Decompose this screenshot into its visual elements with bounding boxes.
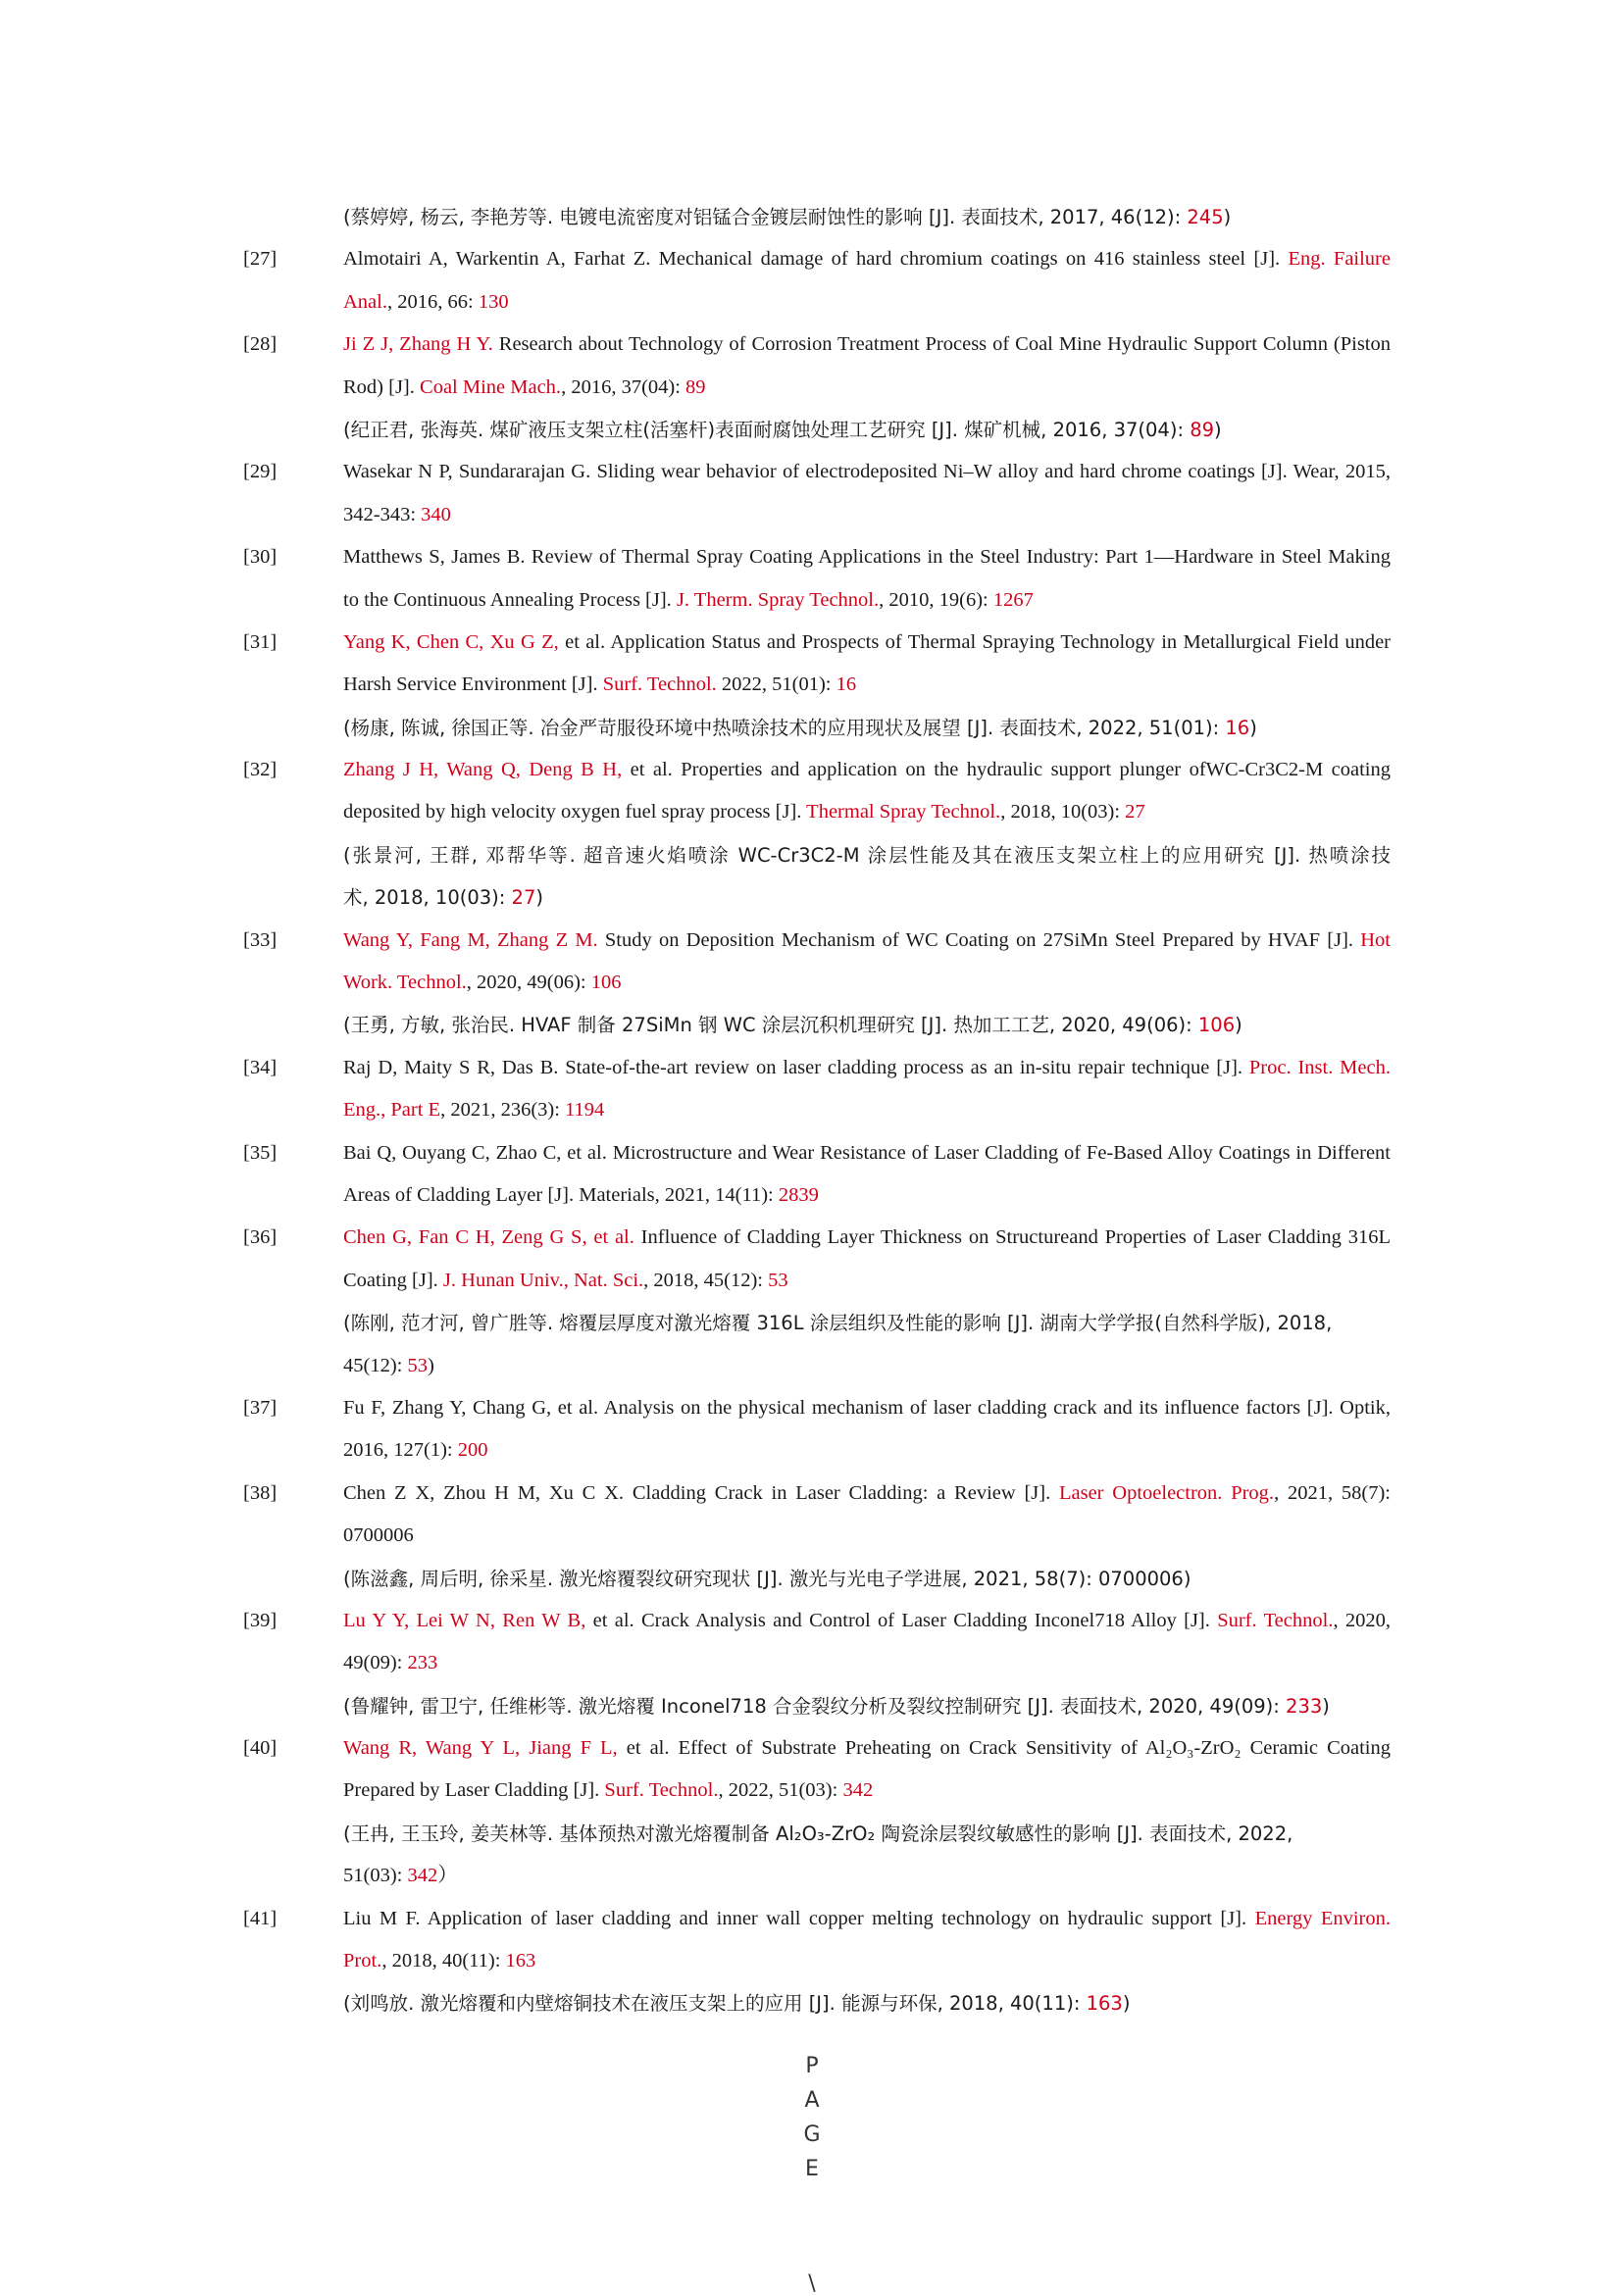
reference-segment: 342-343:	[343, 503, 422, 525]
reference-link-text: 2839	[778, 1183, 819, 1206]
reference-entry	[243, 196, 1391, 238]
reference-link-text: 200	[457, 1439, 488, 1462]
reference-segment: Matthews S, James B. Review of Thermal Spray Coating Applications in the Steel Industry: Part 1—Hardware in Steel Making	[343, 546, 1391, 569]
reference-link-text: 342	[842, 1779, 874, 1802]
reference-segment: , 2018, 45(12):	[643, 1269, 769, 1291]
reference-text	[343, 579, 1391, 622]
reference-text	[343, 1770, 1391, 1812]
reference-segment: ）	[437, 1865, 458, 1887]
reference-segment: )	[1235, 1014, 1242, 1037]
reference-text	[343, 451, 1391, 493]
reference-text	[343, 1260, 1391, 1302]
reference-text	[343, 1047, 1391, 1089]
reference-text	[343, 196, 1391, 238]
reference-entry	[243, 1387, 1391, 1472]
reference-segment: et al. Crack Analysis and Control of Laser Cladding Inconel718 Alloy [J].	[585, 1609, 1218, 1631]
reference-link-text: 53	[407, 1354, 428, 1376]
reference-line	[243, 1727, 1391, 1770]
reference-link-text: Wang Y, Fang M, Zhang Z M.	[343, 928, 598, 951]
reference-text	[343, 920, 1391, 962]
reference-segment: to the Continuous Annealing Process [J].	[343, 588, 677, 611]
reference-segment: (纪正君, 张海英. 煤矿液压支架立柱(活塞杆)表面耐腐蚀处理工艺研究 [J]. 煤矿机械, 2016, 37(04):	[343, 418, 1191, 441]
reference-segment: Influence of Cladding Layer Thickness on Structureand Properties of Laser Cladding 316L	[634, 1226, 1391, 1249]
reference-text	[343, 324, 1391, 366]
reference-entry	[243, 749, 1391, 920]
reference-link-text: 53	[768, 1269, 788, 1291]
reference-segment: Almotairi A, Warkentin A, Farhat Z. Mechanical damage of hard chromium coatings on 416 stainless steel [J].	[343, 248, 1289, 271]
reference-link-text: Laser Optoelectron. Prog.	[1058, 1481, 1275, 1504]
reference-link-text: Thermal Spray Technol.	[806, 801, 1001, 824]
reference-line	[243, 1174, 1391, 1217]
reference-text	[343, 1429, 1391, 1472]
reference-link-text: Anal.	[343, 290, 387, 313]
reference-segment: Liu M F. Application of laser cladding and inner wall copper melting technology on hydraulic support [J].	[343, 1907, 1255, 1929]
reference-link-text: Yang K, Chen C, Xu G Z,	[343, 630, 559, 653]
reference-line	[243, 1429, 1391, 1472]
reference-segment: )	[427, 1354, 434, 1376]
reference-segment: , 2010, 19(6):	[879, 588, 993, 611]
reference-line	[243, 962, 1391, 1004]
reference-text	[343, 1982, 1391, 2024]
reference-text	[343, 1472, 1391, 1515]
reference-link-text: 16	[836, 674, 857, 696]
reference-text	[343, 962, 1391, 1004]
reference-line	[243, 1898, 1391, 1940]
reference-segment: Fu F, Zhang Y, Chang G, et al. Analysis on the physical mechanism of laser cladding crack and its influence factors [J]. Optik,	[343, 1396, 1391, 1419]
reference-text	[343, 1855, 1391, 1897]
page-field-letter: G	[803, 2122, 821, 2147]
reference-entry	[243, 324, 1391, 451]
reference-text	[343, 622, 1391, 664]
reference-line	[243, 1472, 1391, 1515]
reference-text	[343, 749, 1391, 791]
reference-segment: (杨康, 陈诚, 徐国正等. 冶金严苛服役环境中热喷涂技术的应用现状及展望 [J]. 表面技术, 2022, 51(01):	[343, 716, 1226, 739]
reference-segment: Bai Q, Ouyang C, Zhao C, et al. Microstructure and Wear Resistance of Laser Cladding of Fe-Based Alloy Coatings in Different	[343, 1141, 1391, 1164]
reference-line	[243, 1982, 1391, 2024]
reference-line	[243, 1855, 1391, 1897]
reference-segment: (陈滋鑫, 周后明, 徐采星. 激光熔覆裂纹研究现状 [J]. 激光与光电子学进展, 2021, 58(7): 0700006)	[343, 1567, 1191, 1590]
reference-segment: Rod) [J].	[343, 375, 421, 398]
reference-segment: 2022, 51(01):	[716, 674, 836, 696]
reference-segment: )	[1214, 418, 1222, 441]
reference-link-text: Proc. Inst. Mech.	[1248, 1056, 1391, 1078]
reference-segment: Raj D, Maity S R, Das B. State-of-the-art review on laser cladding process as an in-situ repair technique [J].	[343, 1056, 1249, 1078]
reference-link-text: Chen G, Fan C H, Zeng G S, et al.	[343, 1226, 634, 1249]
reference-line	[243, 409, 1391, 451]
reference-segment: (蔡婷婷, 杨云, 李艳芳等. 电镀电流密度对铝锰合金镀层耐蚀性的影响 [J]. 表面技术, 2017, 46(12):	[343, 206, 1188, 228]
reference-number: [41]	[243, 1907, 278, 1929]
reference-link-text: 27	[1125, 801, 1145, 824]
reference-link-text: 1267	[992, 588, 1034, 611]
reference-line	[243, 749, 1391, 791]
reference-line	[243, 622, 1391, 664]
reference-segment: Wasekar N P, Sundararajan G. Sliding wear behavior of electrodeposited Ni–W alloy and hard chrome coatings [J]. Wear, 2015,	[343, 461, 1391, 483]
reference-segment: )	[1249, 716, 1257, 739]
reference-entry	[243, 1727, 1391, 1898]
reference-segment: )	[1322, 1694, 1330, 1718]
reference-number: [35]	[243, 1141, 278, 1164]
reference-segment: 术, 2018, 10(03):	[343, 886, 512, 910]
reference-text	[343, 1727, 1391, 1770]
reference-text	[343, 1174, 1391, 1217]
reference-segment: )	[1122, 1992, 1131, 2016]
reference-number: [39]	[243, 1609, 278, 1631]
reference-text	[343, 791, 1391, 833]
reference-segment: 2016, 127(1):	[343, 1439, 458, 1462]
reference-number: [38]	[243, 1481, 278, 1504]
reference-segment: 49(09):	[343, 1652, 408, 1674]
reference-segment: , 2020, 49(06):	[466, 972, 591, 994]
reference-text	[343, 494, 1391, 536]
reference-number: [29]	[243, 461, 278, 483]
reference-list	[243, 196, 1391, 2025]
reference-text	[343, 1345, 1391, 1387]
page-field-tail: \	[808, 2271, 816, 2296]
reference-text	[343, 281, 1391, 324]
reference-line	[243, 920, 1391, 962]
reference-segment: (鲁耀钟, 雷卫宁, 任维彬等. 激光熔覆 Inconel718 合金裂纹分析及裂纹控制研究 [J]. 表面技术, 2020, 49(09):	[343, 1694, 1287, 1718]
reference-link-text: 163	[505, 1950, 536, 1972]
reference-segment: , 2016, 37(04):	[561, 375, 686, 398]
page-field-letter: E	[805, 2157, 819, 2181]
page-field-letter: A	[804, 2088, 820, 2113]
reference-line	[243, 707, 1391, 749]
reference-text	[343, 664, 1391, 706]
reference-entry	[243, 238, 1391, 324]
reference-line	[243, 196, 1391, 238]
reference-text	[343, 409, 1391, 451]
reference-segment: , 2021, 58(7):	[1274, 1481, 1391, 1504]
reference-text	[343, 367, 1391, 409]
reference-segment: et al. Properties and application on the hydraulic support plunger ofWC-Cr3C2-M coating	[622, 759, 1391, 781]
reference-text	[343, 1600, 1391, 1642]
reference-segment: , 2018, 40(11):	[381, 1950, 506, 1972]
reference-link-text: J. Therm. Spray Technol.	[676, 588, 880, 611]
reference-link-text: 342	[407, 1865, 438, 1887]
reference-segment: (张景河, 王群, 邓帮华等. 超音速火焰喷涂 WC-Cr3C2-M 涂层性能及其在液压支架立柱上的应用研究 [J]. 热喷涂技	[343, 843, 1391, 867]
reference-line	[243, 1260, 1391, 1302]
reference-text	[343, 1387, 1391, 1429]
reference-link-text: Hot	[1360, 928, 1391, 951]
reference-line	[243, 1770, 1391, 1812]
reference-line	[243, 1345, 1391, 1387]
reference-link-text: Eng., Part E	[343, 1099, 441, 1122]
reference-entry	[243, 920, 1391, 1047]
reference-text	[343, 1132, 1391, 1174]
reference-segment: Harsh Service Environment [J].	[343, 674, 603, 696]
reference-link-text: Energy Environ.	[1254, 1907, 1392, 1929]
reference-segment: 51(03):	[343, 1865, 408, 1887]
reference-line	[243, 579, 1391, 622]
reference-segment: (陈刚, 范才河, 曾广胜等. 熔覆层厚度对激光熔覆 316L 涂层组织及性能的影响 [J]. 湖南大学学报(自然科学版), 2018,	[343, 1312, 1333, 1335]
reference-text	[343, 1217, 1391, 1259]
reference-entry	[243, 1600, 1391, 1727]
reference-segment: et al. Effect of Substrate Preheating on Crack Sensitivity of Al₂O₃-ZrO₂ Ceramic Coating	[617, 1737, 1391, 1760]
reference-link-text: Lu Y Y, Lei W N, Ren W B,	[343, 1609, 586, 1631]
reference-line	[243, 876, 1391, 919]
reference-segment: )	[1223, 206, 1232, 228]
reference-segment: (王冉, 王玉玲, 姜芙林等. 基体预热对激光熔覆制备 Al₂O₃-ZrO₂ 陶瓷涂层裂纹敏感性的影响 [J]. 表面技术, 2022,	[343, 1822, 1293, 1845]
reference-entry	[243, 1047, 1391, 1132]
reference-segment: (刘鸣放. 激光熔覆和内壁熔铜技术在液压支架上的应用 [J]. 能源与环保, 2018, 40(11):	[343, 1992, 1087, 2016]
reference-text	[343, 238, 1391, 280]
reference-link-text: Surf. Technol.	[602, 674, 717, 696]
reference-line	[243, 791, 1391, 833]
reference-segment: et al. Application Status and Prospects of Thermal Spraying Technology in Metallurgical Field under	[558, 630, 1392, 653]
reference-link-text: Prot.	[343, 1950, 382, 1972]
reference-text	[343, 707, 1391, 749]
reference-line	[243, 1387, 1391, 1429]
reference-number: [30]	[243, 546, 278, 569]
reference-segment: deposited by high velocity oxygen fuel spray process [J].	[343, 801, 807, 824]
reference-link-text: J. Hunan Univ., Nat. Sci.	[442, 1269, 644, 1291]
reference-link-text: 233	[407, 1652, 438, 1674]
reference-text	[343, 1089, 1391, 1131]
reference-line	[243, 324, 1391, 366]
reference-entry	[243, 1217, 1391, 1387]
reference-segment: 0700006	[343, 1524, 414, 1547]
reference-link-text: 245	[1187, 206, 1224, 228]
reference-line	[243, 664, 1391, 706]
reference-line	[243, 536, 1391, 578]
reference-entry	[243, 1472, 1391, 1600]
reference-line	[243, 834, 1391, 876]
reference-segment: Research about Technology of Corrosion Treatment Process of Coal Mine Hydraulic Support Column (Piston	[492, 333, 1391, 356]
reference-segment: Coating [J].	[343, 1269, 443, 1291]
reference-line	[243, 1558, 1391, 1600]
reference-line	[243, 1004, 1391, 1046]
reference-link-text: Surf. Technol.	[604, 1779, 719, 1802]
reference-link-text: Coal Mine Mach.	[420, 375, 562, 398]
reference-line	[243, 1940, 1391, 1982]
reference-segment: , 2020,	[1333, 1609, 1391, 1631]
reference-link-text: Zhang J H, Wang Q, Deng B H,	[343, 759, 623, 781]
reference-segment: , 2018, 10(03):	[1000, 801, 1126, 824]
reference-link-text: 27	[511, 886, 536, 910]
reference-text	[343, 1558, 1391, 1600]
reference-text	[343, 1685, 1391, 1727]
reference-number: [40]	[243, 1737, 278, 1760]
reference-segment: Chen Z X, Zhou H M, Xu C X. Cladding Crack in Laser Cladding: a Review [J].	[343, 1481, 1059, 1504]
reference-entry	[243, 1898, 1391, 2025]
reference-segment: Prepared by Laser Cladding [J].	[343, 1779, 605, 1802]
reference-segment: , 2022, 51(03):	[718, 1779, 843, 1802]
reference-segment: Study on Deposition Mechanism of WC Coating on 27SiMn Steel Prepared by HVAF [J].	[597, 928, 1361, 951]
reference-line	[243, 1302, 1391, 1344]
reference-number: [28]	[243, 333, 278, 356]
reference-line	[243, 1217, 1391, 1259]
reference-segment: , 2021, 236(3):	[440, 1099, 566, 1122]
reference-segment: , 2016, 66:	[386, 290, 479, 313]
reference-line	[243, 1600, 1391, 1642]
reference-line	[243, 1089, 1391, 1131]
reference-line	[243, 451, 1391, 493]
reference-line	[243, 238, 1391, 280]
reference-link-text: 163	[1086, 1992, 1123, 2016]
reference-text	[343, 1940, 1391, 1982]
reference-line	[243, 367, 1391, 409]
reference-link-text: 233	[1286, 1694, 1323, 1718]
reference-text	[343, 876, 1391, 919]
reference-text	[343, 1898, 1391, 1940]
reference-number: [32]	[243, 759, 278, 781]
page-field-letter: P	[805, 2054, 819, 2078]
reference-link-text: Work. Technol.	[343, 972, 467, 994]
reference-text	[343, 536, 1391, 578]
reference-link-text: Wang R, Wang Y L, Jiang F L,	[343, 1737, 618, 1760]
reference-line	[243, 494, 1391, 536]
reference-link-text: 1194	[565, 1099, 605, 1122]
reference-number: [36]	[243, 1226, 278, 1249]
reference-text	[343, 834, 1391, 876]
reference-line	[243, 1515, 1391, 1557]
reference-segment: (王勇, 方敏, 张治民. HVAF 制备 27SiMn 钢 WC 涂层沉积机理研究 [J]. 热加工工艺, 2020, 49(06):	[343, 1014, 1198, 1037]
page-field-code	[799, 2049, 825, 2186]
reference-link-text: 16	[1225, 716, 1250, 739]
reference-number: [27]	[243, 248, 278, 271]
reference-line	[243, 1047, 1391, 1089]
reference-entry	[243, 536, 1391, 622]
reference-segment: Areas of Cladding Layer [J]. Materials, 2021, 14(11):	[343, 1183, 779, 1206]
reference-text	[343, 1302, 1391, 1344]
reference-link-text: Surf. Technol.	[1217, 1609, 1334, 1631]
reference-segment: 45(12):	[343, 1354, 408, 1376]
reference-number: [31]	[243, 630, 278, 653]
reference-link-text: Ji Z J, Zhang H Y.	[343, 333, 493, 356]
reference-link-text: 106	[1197, 1014, 1236, 1037]
reference-link-text: 340	[421, 503, 451, 525]
reference-line	[243, 1685, 1391, 1727]
reference-line	[243, 1642, 1391, 1684]
reference-segment: )	[535, 886, 543, 910]
reference-entry	[243, 1132, 1391, 1218]
reference-text	[343, 1813, 1391, 1855]
reference-number: [37]	[243, 1396, 278, 1419]
reference-entry	[243, 622, 1391, 749]
reference-number: [33]	[243, 928, 278, 951]
reference-line	[243, 281, 1391, 324]
reference-line	[243, 1813, 1391, 1855]
reference-link-text: 106	[590, 972, 622, 994]
reference-link-text: 130	[478, 290, 509, 313]
reference-text	[343, 1642, 1391, 1684]
reference-line	[243, 1132, 1391, 1174]
reference-text	[343, 1004, 1391, 1046]
reference-entry	[243, 451, 1391, 536]
reference-link-text: 89	[685, 375, 706, 398]
reference-text	[343, 1515, 1391, 1557]
reference-link-text: 89	[1190, 418, 1215, 441]
reference-number: [34]	[243, 1056, 278, 1078]
reference-link-text: Eng. Failure	[1288, 248, 1391, 271]
